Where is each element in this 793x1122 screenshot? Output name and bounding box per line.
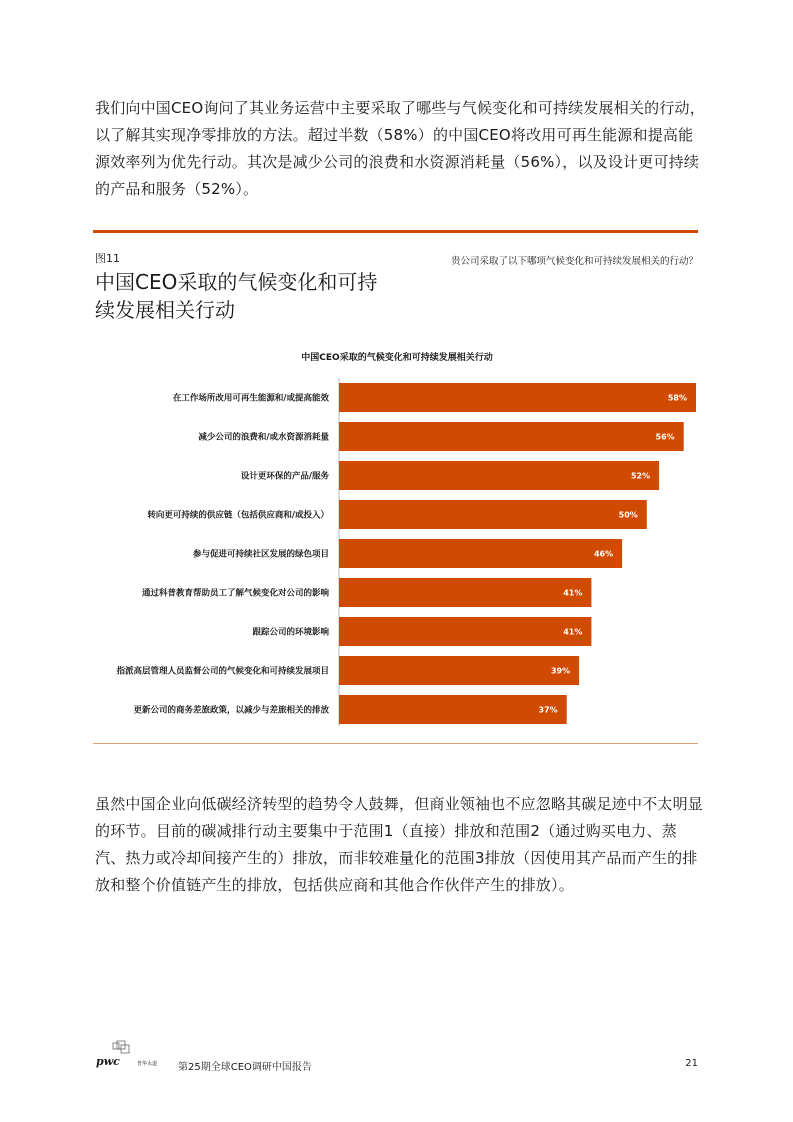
category-label: 跟踪公司的环境影响 (252, 627, 329, 638)
category-label: 减少公司的浪费和/或水资源消耗量 (198, 432, 329, 443)
pwc-logo-text: pwc (96, 1055, 120, 1068)
bar-value-label: 46% (593, 549, 614, 559)
bar-value-label: 41% (563, 627, 583, 637)
logo-subtext: 普华永道 (137, 1061, 158, 1067)
category-label: 在工作场所改用可再生能源和/或提高能效 (172, 393, 329, 404)
category-label: 参与促进可持续社区发展的绿色项目 (192, 549, 329, 560)
bar (339, 578, 591, 607)
category-label: 更新公司的商务差旅政策，以减少与差旅相关的排放 (133, 705, 329, 716)
body-paragraph: 虽然中国企业向低碳经济转型的趋势令人鼓舞，但商业领袖也不应忽略其碳足迹中不太明显的环节。目前的碳减排行动主要集中于范围1（直接）排放和范围2（通过购买电力、蒸汽、热力或冷却间接产生的）排放，而非较难量化的范围3排放（因使用其产品而产生的排放和整个价值链产生的排放，包括供应商和其他合作伙伴产生的排放）。 (95, 795, 704, 894)
survey-question: 贵公司采取了以下哪项气候变化和可持续发展相关的行动？ (450, 256, 698, 267)
figure-title: 中国CEO采取的气候变化和可持续发展相关行动 (95, 270, 378, 322)
figure-label: 图11 (95, 252, 120, 265)
bar (339, 656, 579, 685)
page-number: 21 (685, 1058, 698, 1069)
bar (339, 383, 696, 412)
footer (0, 1040, 793, 1080)
bar (339, 500, 647, 529)
intro-paragraph: 我们向中国CEO询问了其业务运营中主要采取了哪些与气候变化和可持续发展相关的行动，以了解其实现净零排放的方法。超过半数（58%）的中国CEO将改用可再生能源和提高能源效率列为优先行动。其次是减少公司的浪费和水资源消耗量（56%），以及设计更可持续的产品和服务（52%）。 (95, 99, 705, 198)
bar-value-label: 50% (618, 510, 638, 520)
bar-value-label: 56% (655, 432, 675, 442)
category-label: 转向更可持续的供应链（包括供应商和/或投入） (147, 510, 329, 521)
footer-report-title: 第25期全球CEO调研中国报告 (178, 1062, 312, 1073)
bar (339, 539, 622, 568)
category-label: 通过科普教育帮助员工了解气候变化对公司的影响 (141, 588, 329, 599)
category-label: 设计更环保的产品/服务 (240, 471, 329, 482)
bar-value-label: 39% (550, 666, 571, 676)
bar-value-label: 37% (538, 705, 558, 715)
chart-title: 中国CEO采取的气候变化和可持续发展相关行动 (301, 353, 493, 363)
category-label: 指派高层管理人员监督公司的气候变化和可持续发展项目 (116, 666, 329, 677)
bars-group (115, 383, 696, 724)
figure-bottom-divider (93, 743, 698, 744)
bar (339, 422, 684, 451)
bar (339, 695, 567, 724)
figure-top-divider (93, 230, 698, 233)
bar-chart (0, 340, 793, 740)
bar-value-label: 58% (667, 393, 687, 403)
bar (339, 617, 591, 646)
pwc-logo-icon (95, 1040, 135, 1070)
bar-value-label: 41% (563, 588, 583, 598)
bar (339, 461, 659, 490)
bar-value-label: 52% (630, 471, 651, 481)
